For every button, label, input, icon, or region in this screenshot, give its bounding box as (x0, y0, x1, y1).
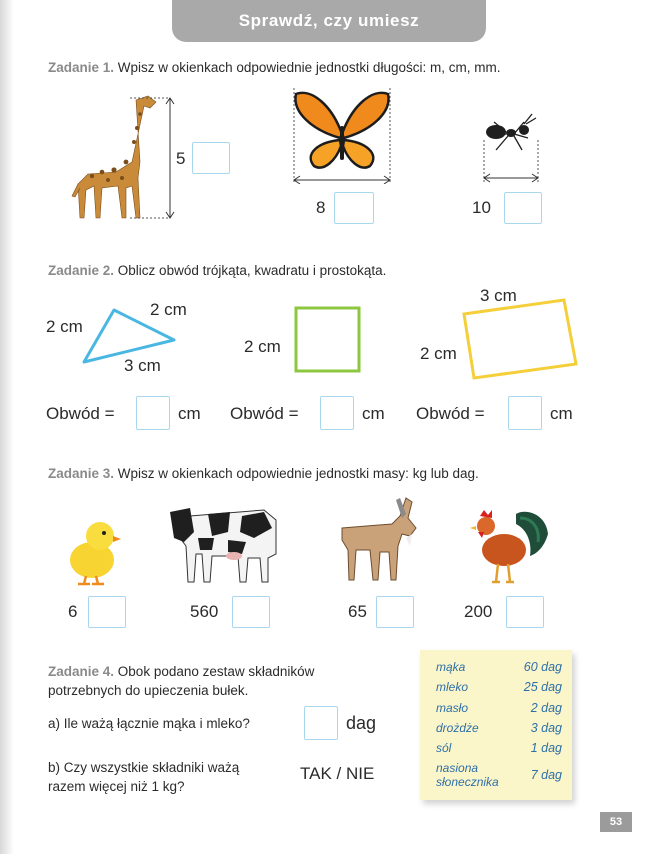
ingredient-qty: 25 dag (523, 680, 562, 694)
task4-answer-a-box[interactable] (304, 706, 338, 740)
task4-question-b-line1: b) Czy wszystkie składniki ważą (48, 760, 240, 775)
rectangle-perimeter-box[interactable] (508, 396, 542, 430)
page-edge-shadow (0, 0, 14, 854)
goat-image (336, 494, 420, 582)
giraffe-unit-box[interactable] (192, 142, 230, 174)
task4-question-b (48, 758, 239, 796)
task3-label: Zadanie 3. (48, 466, 115, 481)
triangle-side-c: 3 cm (124, 356, 161, 375)
task4-answer-a-unit: dag (346, 713, 377, 733)
ingredient-name: drożdże (436, 721, 479, 735)
rooster-value: 200 (464, 602, 493, 621)
page-title-banner (172, 0, 486, 42)
cow-value: 560 (190, 602, 219, 621)
task2-instruction (48, 263, 386, 278)
square-perimeter-label: Obwód = (230, 404, 299, 423)
ant-unit-box[interactable] (504, 192, 542, 224)
triangle-perimeter-unit: cm (178, 404, 201, 423)
square-perimeter-box[interactable] (320, 396, 354, 430)
ingredient-qty: 60 dag (523, 660, 562, 674)
triangle-perimeter-label: Obwód = (46, 404, 115, 423)
rectangle-top-side: 3 cm (480, 286, 517, 305)
ingredient-qty: 3 dag (530, 721, 562, 735)
cow-unit-box[interactable] (232, 596, 270, 628)
task4-question-b-line2: razem więcej niż 1 kg? (48, 779, 185, 794)
triangle-side-a: 2 cm (46, 317, 83, 336)
task2-text: Oblicz obwód trójkąta, kwadratu i prostokąta. (117, 263, 387, 278)
page-number (600, 812, 632, 832)
giraffe-value: 5 (176, 149, 186, 168)
task4-label: Zadanie 4. (48, 664, 115, 679)
square-side: 2 cm (244, 337, 281, 356)
task1-text: Wpisz w okienkach odpowiednie jednostki długości: m, cm, mm. (117, 60, 501, 75)
ingredient-name-cont: słonecznika (436, 775, 499, 789)
butterfly-unit-box[interactable] (334, 192, 374, 224)
task1-instruction (48, 60, 500, 75)
task2-label: Zadanie 2. (48, 263, 115, 278)
ingredient-qty: 2 dag (530, 701, 562, 715)
task4-text-line2: potrzebnych do upieczenia bułek. (48, 683, 249, 698)
ingredient-qty: 1 dag (530, 741, 562, 755)
task1-label: Zadanie 1. (48, 60, 115, 75)
task4-tak-nie-options[interactable]: TAK / NIE (300, 764, 375, 783)
task4-instruction (48, 662, 408, 700)
triangle-side-b: 2 cm (150, 300, 187, 319)
butterfly-value: 8 (316, 198, 326, 217)
rectangle-perimeter-unit: cm (550, 404, 573, 423)
giraffe-height-dimension (130, 96, 180, 220)
rectangle-shape (460, 296, 582, 384)
ant-length-dimension (480, 140, 542, 184)
square-perimeter-unit: cm (362, 404, 385, 423)
goat-unit-box[interactable] (376, 596, 414, 628)
triangle-perimeter-box[interactable] (136, 396, 170, 430)
rectangle-perimeter-label: Obwód = (416, 404, 485, 423)
ingredient-name: masło (436, 701, 469, 715)
square-shape (294, 306, 362, 374)
chick-value: 6 (68, 602, 78, 621)
chick-unit-box[interactable] (88, 596, 126, 628)
goat-value: 65 (348, 602, 367, 621)
rooster-unit-box[interactable] (506, 596, 544, 628)
ingredient-name: sól (436, 741, 452, 755)
rooster-image (470, 504, 550, 586)
ingredient-name: nasiona (436, 761, 479, 775)
page-number-text: 53 (609, 816, 623, 828)
ingredients-note (420, 650, 572, 800)
butterfly-width-dimension (290, 88, 394, 184)
ingredient-name: mleko (436, 680, 469, 694)
task4-question-a: a) Ile ważą łącznie mąka i mleko? (48, 716, 250, 731)
ingredient-name: mąka (436, 660, 466, 674)
ingredient-qty: 7 dag (530, 768, 562, 782)
chick-image (66, 516, 122, 586)
cow-image (168, 498, 288, 584)
rectangle-left-side: 2 cm (420, 344, 457, 363)
task4-text-line1: Obok podano zestaw składników (117, 664, 315, 679)
page-title: Sprawdź, czy umiesz (238, 11, 420, 30)
ant-value: 10 (472, 198, 491, 217)
task3-instruction (48, 466, 479, 481)
task3-text: Wpisz w okienkach odpowiednie jednostki masy: kg lub dag. (117, 466, 479, 481)
